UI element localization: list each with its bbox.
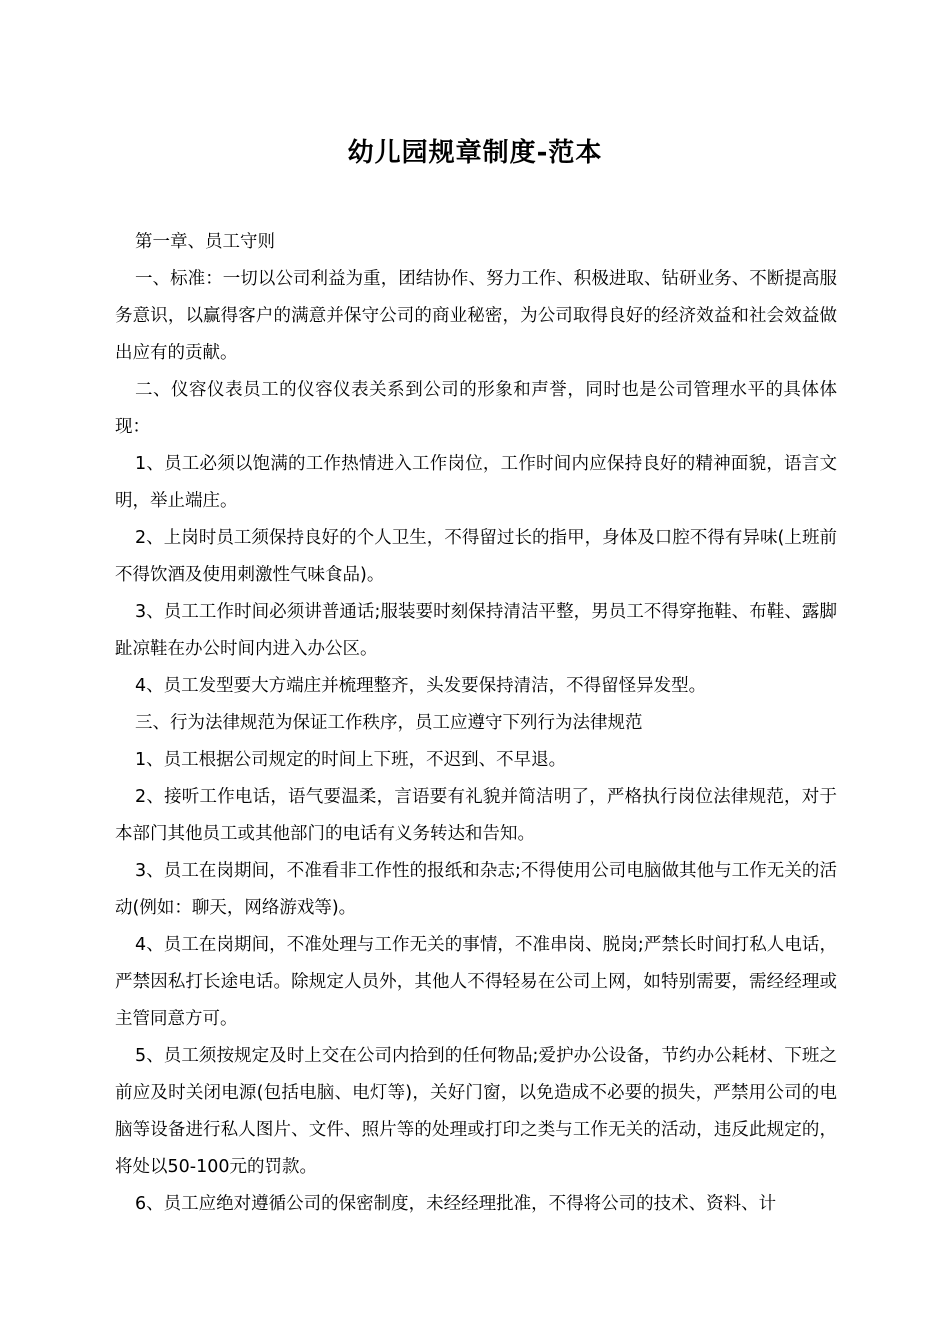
conduct-item-4: 4、员工在岗期间，不准处理与工作无关的事情，不准串岗、脱岗;严禁长时间打私人电话，严禁因私打长途电话。除规定人员外，其他人不得轻易在公司上网，如特别需要，需经经理或主管同意方可。 xyxy=(115,935,837,1029)
document-title: 幼儿园规章制度-范本 xyxy=(347,138,603,168)
section-conduct: 三、行为法律规范为保证工作秩序，员工应遵守下列行为法律规范 xyxy=(135,713,643,733)
appearance-item-4: 4、员工发型要大方端庄并梳理整齐，头发要保持清洁，不得留怪异发型。 xyxy=(135,676,707,696)
conduct-item-5: 5、员工须按规定及时上交在公司内拾到的任何物品;爱护办公设备，节约办公耗材、下班之前应及时关闭电源(包括电脑、电灯等)，关好门窗，以免造成不必要的损失，严禁用公司的电脑等设备进行私人图片、文件、照片等的处理或打印之类与工作无关的活动，违反此规定的，将处以50-100元的罚款。 xyxy=(115,1046,837,1177)
conduct-item-2: 2、接听工作电话，语气要温柔，言语要有礼貌并简洁明了，严格执行岗位法律规范，对于本部门其他员工或其他部门的电话有义务转达和告知。 xyxy=(115,787,837,844)
conduct-item-6: 6、员工应绝对遵循公司的保密制度，未经经理批准，不得将公司的技术、资料、计 xyxy=(135,1194,777,1214)
section-appearance: 二、仪容仪表员工的仪容仪表关系到公司的形象和声誉，同时也是公司管理水平的具体体现： xyxy=(115,380,837,437)
chapter-heading: 第一章、员工守则 xyxy=(135,232,275,252)
appearance-item-1: 1、员工必须以饱满的工作热情进入工作岗位，工作时间内应保持良好的精神面貌，语言文明，举止端庄。 xyxy=(115,454,837,511)
appearance-item-2: 2、上岗时员工须保持良好的个人卫生，不得留过长的指甲，身体及口腔不得有异味(上班前不得饮酒及使用刺激性气味食品)。 xyxy=(115,528,837,585)
section-standard: 一、标准：一切以公司利益为重，团结协作、努力工作、积极进取、钻研业务、不断提高服务意识，以赢得客户的满意并保守公司的商业秘密，为公司取得良好的经济效益和社会效益做出应有的贡献。 xyxy=(115,269,837,363)
appearance-item-3: 3、员工工作时间必须讲普通话;服装要时刻保持清洁平整，男员工不得穿拖鞋、布鞋、露脚趾凉鞋在办公时间内进入办公区。 xyxy=(115,602,837,659)
conduct-item-3: 3、员工在岗期间，不准看非工作性的报纸和杂志;不得使用公司电脑做其他与工作无关的活动(例如：聊天，网络游戏等)。 xyxy=(115,861,837,918)
conduct-item-1: 1、员工根据公司规定的时间上下班，不迟到、不早退。 xyxy=(135,750,567,770)
document-body xyxy=(115,224,837,1223)
